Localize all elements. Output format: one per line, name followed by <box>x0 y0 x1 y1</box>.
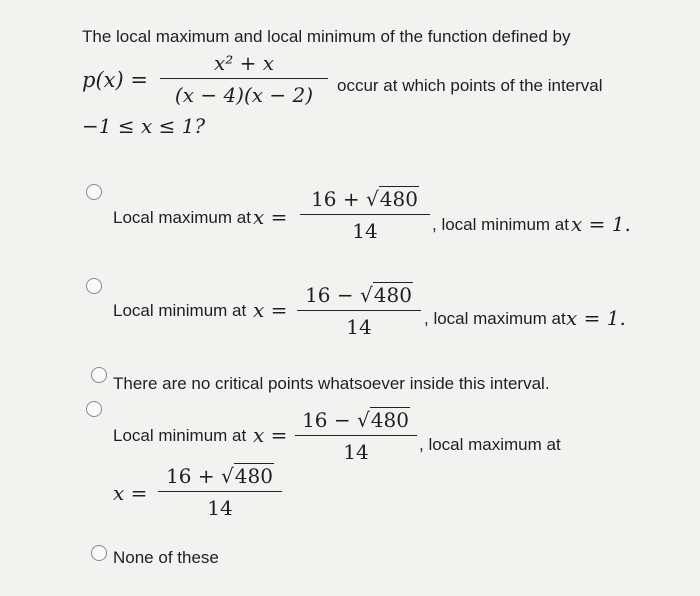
sqrt-symbol: √480 <box>366 187 418 211</box>
option-4-line2-num-lead: 16 + <box>166 464 215 488</box>
option-4-line2-numerator <box>158 464 282 488</box>
fraction-bar <box>300 214 430 215</box>
option-2-prefix: Local minimum at <box>113 301 247 320</box>
sqrt-symbol: √480 <box>221 464 273 488</box>
option-5-text: None of these <box>113 548 219 567</box>
option-4-num-lead: 16 − <box>302 408 351 432</box>
question-text-line2: occur at which points of the interval <box>337 76 603 95</box>
fraction-bar <box>158 491 282 492</box>
option-1-var: x = <box>253 205 288 229</box>
option-4-fraction <box>295 408 417 464</box>
option-3-radio[interactable] <box>91 367 107 383</box>
option-4-line2-fraction <box>158 464 282 520</box>
function-numerator: x² + x <box>213 51 275 75</box>
option-4-line2-denominator: 14 <box>207 496 233 521</box>
option-5-radio[interactable] <box>91 545 107 561</box>
option-1-suffix: , local minimum at <box>432 215 569 234</box>
option-2-suffix-var: x = 1. <box>566 306 626 330</box>
option-2-fraction <box>297 283 421 339</box>
fraction-bar <box>295 435 417 436</box>
option-2-denominator: 14 <box>346 315 372 340</box>
interval-text: −1 ≤ x ≤ 1? <box>82 114 206 138</box>
option-4-suffix: , local maximum at <box>419 435 561 454</box>
function-denominator: (x − 4)(x − 2) <box>174 83 314 108</box>
fraction-bar <box>160 78 328 79</box>
option-4-denominator: 14 <box>343 440 369 465</box>
option-4-radio[interactable] <box>86 401 102 417</box>
option-1-denominator: 14 <box>352 219 378 244</box>
option-4-var: x = <box>253 423 288 447</box>
fraction-bar <box>297 310 421 311</box>
option-2-var: x = <box>253 298 288 322</box>
option-4-line2-radicand: 480 <box>234 464 273 488</box>
option-2-numerator <box>297 283 421 307</box>
function-fraction <box>160 51 328 107</box>
option-1-fraction <box>300 187 430 243</box>
option-1-radio[interactable] <box>86 184 102 200</box>
option-4-numerator <box>295 408 417 432</box>
option-2-suffix: , local maximum at <box>424 309 566 328</box>
option-3-text: There are no critical points whatsoever inside this interval. <box>113 374 550 393</box>
option-2-num-lead: 16 − <box>305 283 354 307</box>
option-1-numerator <box>300 187 430 211</box>
option-1-prefix: Local maximum at <box>113 208 251 227</box>
question-text-line1: The local maximum and local minimum of the function defined by <box>82 27 571 46</box>
option-4-line2-var: x = <box>113 481 148 505</box>
option-2-radio[interactable] <box>86 278 102 294</box>
option-4-prefix: Local minimum at <box>113 426 247 445</box>
function-name: p(x) = <box>82 68 148 92</box>
option-1-num-lead: 16 + <box>311 187 360 211</box>
sqrt-symbol: √480 <box>357 408 409 432</box>
sqrt-symbol: √480 <box>360 283 412 307</box>
option-2-radicand: 480 <box>373 283 412 307</box>
option-1-radicand: 480 <box>379 187 418 211</box>
option-4-radicand: 480 <box>370 408 409 432</box>
option-1-suffix-var: x = 1. <box>571 212 631 236</box>
